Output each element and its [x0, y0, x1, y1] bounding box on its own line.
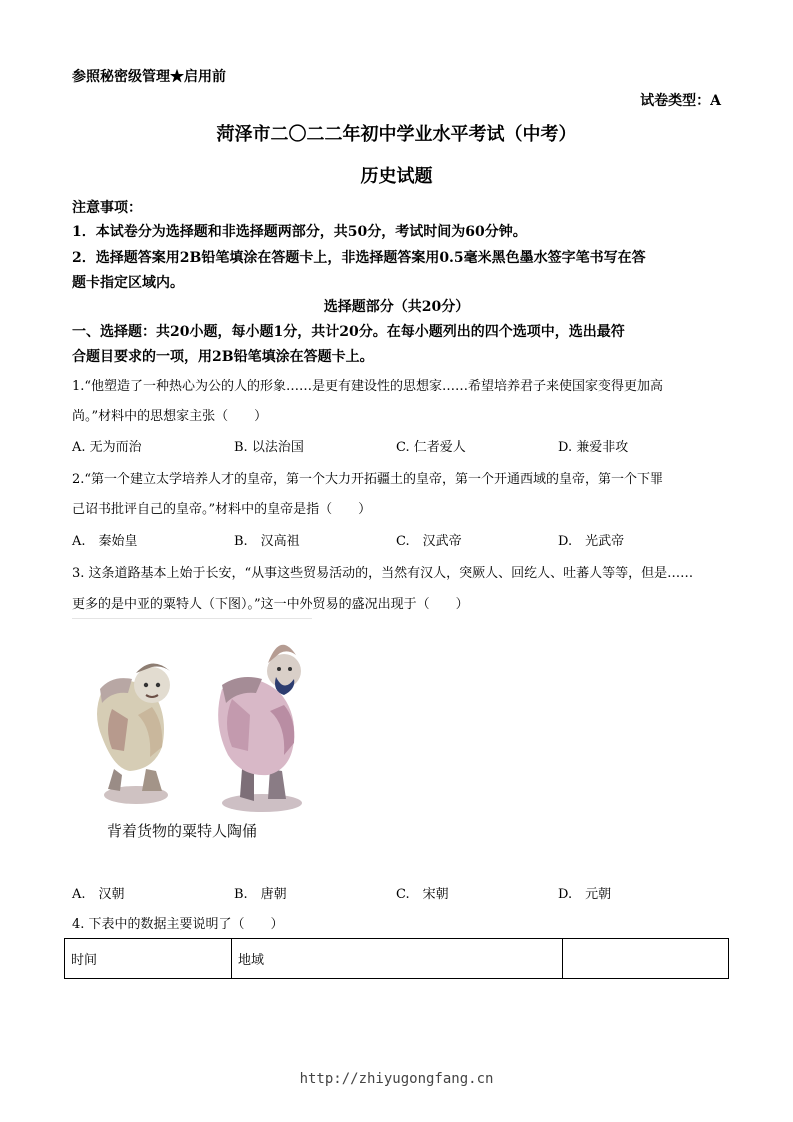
question-3-option-a[interactable]: A. 汉朝	[72, 887, 125, 902]
sogdian-figurines-image	[72, 618, 312, 841]
question-2-option-c[interactable]: C. 汉武帝	[396, 534, 462, 549]
question-1-option-b[interactable]: B. 以法治国	[234, 440, 304, 455]
figurines-illustration	[72, 619, 312, 841]
section-instructions-line1: 一、选择题：共20小题，每小题1分，共计20分。在每小题列出的四个选项中，选出最符	[72, 324, 625, 340]
notes-heading: 注意事项：	[72, 200, 142, 216]
notes-item-1: 1．本试卷分为选择题和非选择题两部分，共50分，考试时间为60分钟。	[72, 224, 527, 240]
table-header-row	[65, 939, 729, 979]
question-1-line1: 1.“他塑造了一种热心为公的人的形象……是更有建设性的思想家……希望培养君子来使国家变得更加高	[72, 379, 664, 394]
question-2-option-d[interactable]: D. 光武帝	[558, 534, 625, 549]
question-1-option-c[interactable]: C. 仁者爱人	[396, 440, 466, 455]
question-3-option-c[interactable]: C. 宋朝	[396, 887, 449, 902]
figurine-right	[218, 645, 302, 812]
question-3-line1: 3. 这条道路基本上始于长安，“从事这些贸易活动的，当然有汉人，突厥人、回纥人、吐蕃人等等，但是……	[72, 566, 694, 581]
figure-caption: 背着货物的粟特人陶俑	[107, 822, 258, 840]
figurine-left	[97, 663, 170, 804]
question-1-line2: 尚。”材料中的思想家主张（ ）	[72, 409, 268, 424]
table-header-empty	[563, 939, 729, 979]
table-header-time: 时间	[65, 939, 232, 979]
notes-item-2-line1: 2．选择题答案用2B铅笔填涂在答题卡上，非选择题答案用0.5毫米黑色墨水签字笔书写在答	[72, 250, 646, 266]
section-instructions-line2: 合题目要求的一项，用2B铅笔填涂在答题卡上。	[72, 349, 374, 365]
question-4-line1: 4. 下表中的数据主要说明了（ ）	[72, 917, 284, 932]
question-3-option-b[interactable]: B. 唐朝	[234, 887, 287, 902]
question-4-table	[64, 938, 729, 979]
question-1-option-d[interactable]: D. 兼爱非攻	[558, 440, 629, 455]
footer-url[interactable]: http://zhiyugongfang.cn	[299, 1071, 494, 1087]
question-2-line1: 2.“第一个建立太学培养人才的皇帝，第一个大力开拓疆土的皇帝，第一个开通西域的皇帝，第一个下罪	[72, 472, 664, 487]
notes-item-2-line2: 题卡指定区域内。	[72, 275, 184, 291]
question-1-option-a[interactable]: A. 无为而治	[72, 440, 142, 455]
exam-subtitle: 历史试题	[360, 166, 433, 187]
table-header-region: 地域	[232, 939, 563, 979]
exam-title: 菏泽市二〇二二年初中学业水平考试（中考）	[216, 124, 577, 145]
section-title: 选择题部分（共20分）	[323, 299, 470, 315]
question-2-line2: 己诏书批评自己的皇帝。”材料中的皇帝是指（ ）	[72, 502, 372, 517]
question-2-option-a[interactable]: A. 秦始皇	[72, 534, 138, 549]
question-2-option-b[interactable]: B. 汉高祖	[234, 534, 300, 549]
confidential-label: 参照秘密级管理★启用前	[72, 69, 226, 85]
paper-type-label: 试卷类型：A	[640, 93, 721, 109]
question-3-line2: 更多的是中亚的粟特人（下图）。”这一中外贸易的盛况出现于（ ）	[72, 597, 469, 612]
question-3-option-d[interactable]: D. 元朝	[558, 887, 612, 902]
